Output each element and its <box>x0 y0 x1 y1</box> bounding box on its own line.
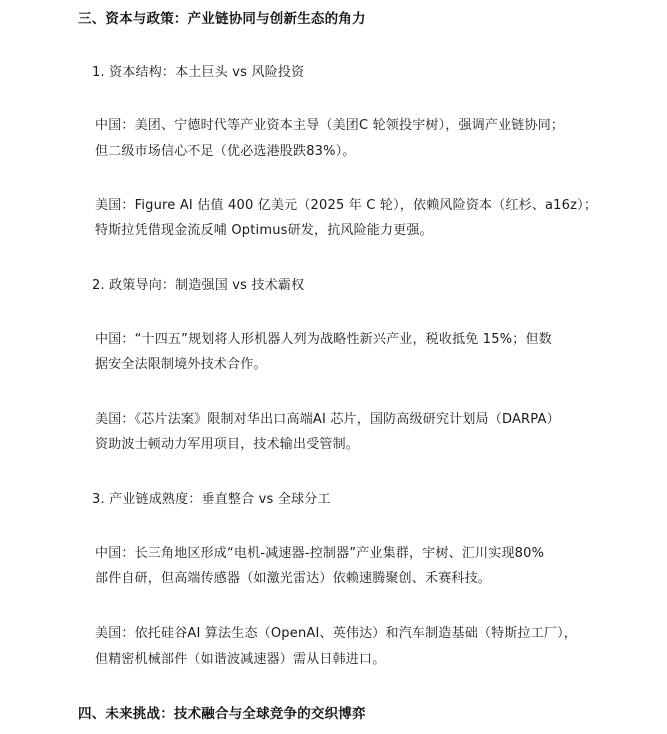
item-1-heading: 1. 资本结构：本土巨头 vs 风险投资 <box>92 65 305 80</box>
item-3-heading: 3. 产业链成熟度：垂直整合 vs 全球分工 <box>92 492 331 507</box>
section-4-title: 四、未来挑战：技术融合与全球竞争的交织博弈 <box>78 706 366 722</box>
item-1-usa-line-2: 特斯拉凭借现金流反哺 Optimus研发，抗风险能力更强。 <box>95 223 433 238</box>
item-3-china-line-1: 中国：长三角地区形成“电机-减速器-控制器”产业集群，宇树、汇川实现80% <box>95 546 545 561</box>
section-3-title: 三、资本与政策：产业链协同与创新生态的角力 <box>78 11 366 27</box>
item-3-usa-line-1: 美国：依托硅谷AI 算法生态（OpenAI、英伟达）和汽车制造基础（特斯拉工厂）， <box>95 626 578 641</box>
item-2-china-line-2: 据安全法限制境外技术合作。 <box>95 357 267 372</box>
item-1-china-line-1: 中国：美团、宁德时代等产业资本主导（美团C 轮领投宇树），强调产业链协同； <box>95 118 565 133</box>
item-1-china-line-2: 但二级市场信心不足（优必选港股跌83%）。 <box>95 144 356 159</box>
item-3-china-line-2: 部件自研，但高端传感器（如激光雷达）依赖速腾聚创、禾赛科技。 <box>95 571 492 586</box>
item-2-heading: 2. 政策导向：制造强国 vs 技术霸权 <box>92 278 305 293</box>
item-2-usa-line-1: 美国：《芯片法案》限制对华出口高端AI 芯片，国防高级研究计划局（DARPA） <box>95 412 560 427</box>
item-2-usa-line-2: 资助波士顿动力军用项目，技术输出受管制。 <box>95 437 360 452</box>
item-1-usa-line-1: 美国：Figure AI 估值 400 亿美元（2025 年 C 轮），依赖风险资本（红杉、a16z）； <box>95 198 598 213</box>
item-2-china-line-1: 中国：“十四五”规划将人形机器人列为战略性新兴产业，税收抵免 15%；但数 <box>95 332 552 347</box>
item-3-usa-line-2: 但精密机械部件（如谐波减速器）需从日韩进口。 <box>95 652 386 667</box>
